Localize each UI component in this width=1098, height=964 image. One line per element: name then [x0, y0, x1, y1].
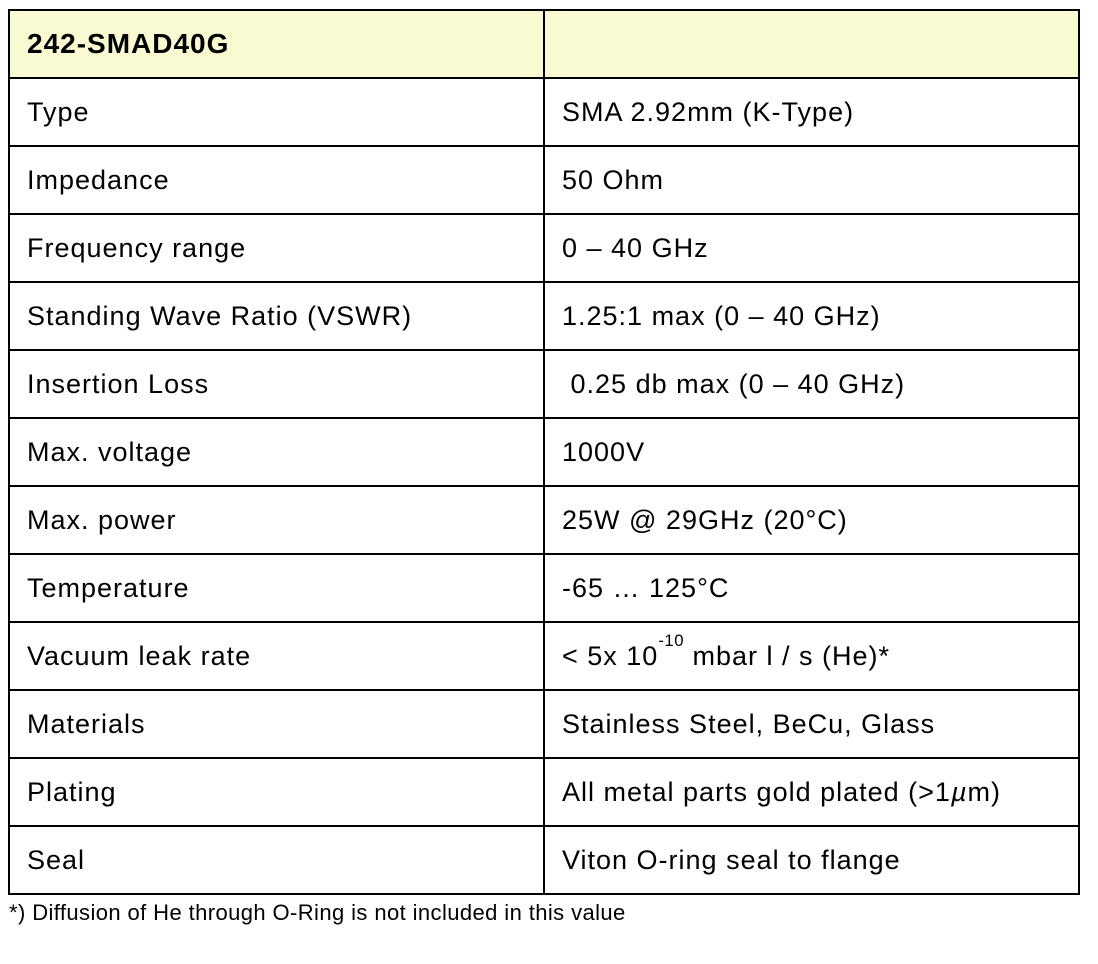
spec-value: 50 Ohm [544, 146, 1079, 214]
spec-label: Frequency range [9, 214, 544, 282]
spec-value: -65 … 125°C [544, 554, 1079, 622]
table-row [9, 350, 1079, 418]
table-row [9, 758, 1079, 826]
footnote: *) Diffusion of He through O-Ring is not included in this value [9, 900, 626, 925]
table-row [9, 78, 1079, 146]
spec-value: Stainless Steel, BeCu, Glass [544, 690, 1079, 758]
micro-symbol: µ [950, 776, 968, 807]
spec-value: 25W @ 29GHz (20°C) [544, 486, 1079, 554]
table-row [9, 418, 1079, 486]
table-row [9, 282, 1079, 350]
spec-value: Viton O-ring seal to flange [544, 826, 1079, 894]
spec-value: 1.25:1 max (0 – 40 GHz) [544, 282, 1079, 350]
spec-label: Seal [9, 826, 544, 894]
spec-label: Max. power [9, 486, 544, 554]
table-row [9, 690, 1079, 758]
header-empty-cell [544, 10, 1079, 78]
leak-rate-rest: mbar l / s (He)* [684, 641, 891, 671]
table-row [9, 826, 1079, 894]
spec-label: Standing Wave Ratio (VSWR) [9, 282, 544, 350]
table-row [9, 554, 1079, 622]
plating-base: All metal parts gold plated (>1 [562, 776, 951, 807]
table-header-row [9, 10, 1079, 78]
spec-value: 0.25 db max (0 – 40 GHz) [544, 350, 1079, 418]
spec-label: Insertion Loss [9, 350, 544, 418]
spec-value [544, 622, 1079, 690]
spec-label: Vacuum leak rate [9, 622, 544, 690]
spec-value: 1000V [544, 418, 1079, 486]
spec-value: SMA 2.92mm (K-Type) [544, 78, 1079, 146]
table-row [9, 622, 1079, 690]
spec-value: 0 – 40 GHz [544, 214, 1079, 282]
spec-table [8, 9, 1080, 895]
spec-label: Impedance [9, 146, 544, 214]
plating-rest: m) [967, 776, 1001, 807]
spec-label: Materials [9, 690, 544, 758]
spec-label: Plating [9, 758, 544, 826]
spec-label: Max. voltage [9, 418, 544, 486]
table-row [9, 146, 1079, 214]
spec-label: Temperature [9, 554, 544, 622]
leak-rate-exponent: -10 [658, 630, 685, 650]
product-title: 242-SMAD40G [9, 10, 544, 78]
spec-value [544, 758, 1079, 826]
table-row [9, 486, 1079, 554]
spec-label: Type [9, 78, 544, 146]
table-row [9, 214, 1079, 282]
leak-rate-base: < 5x 10 [562, 641, 659, 671]
